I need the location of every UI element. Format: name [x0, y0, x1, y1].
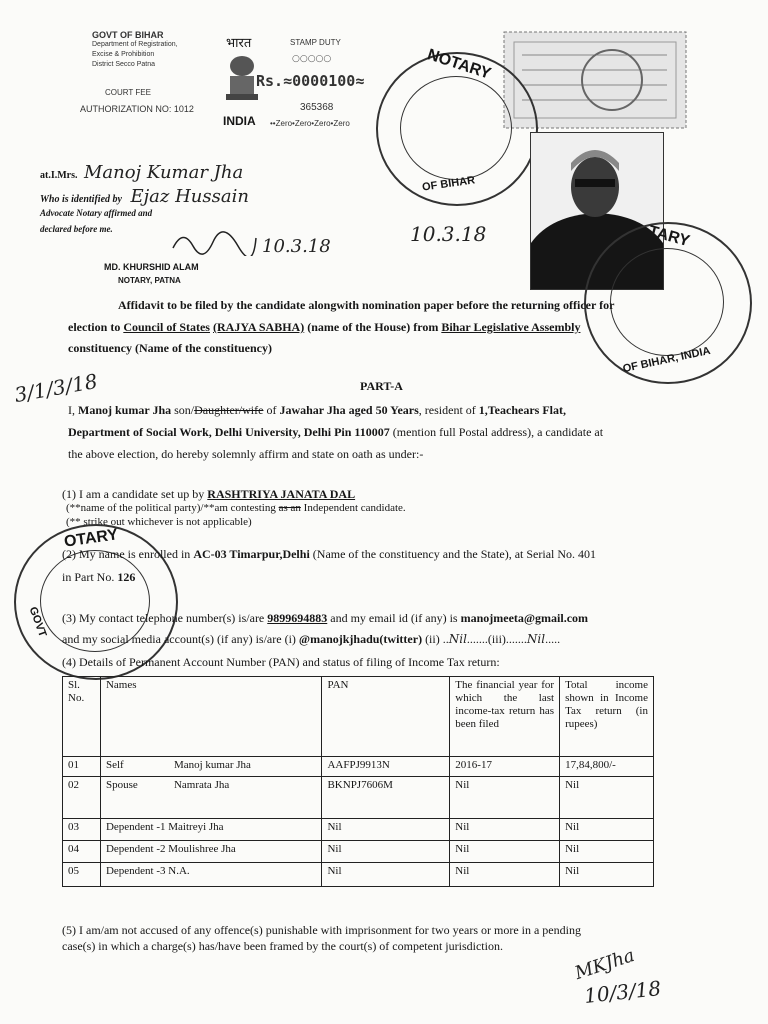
item1-line-2 — [66, 502, 406, 514]
authorization-no: AUTHORIZATION NO: 1012 — [80, 104, 194, 114]
row-sl: 01 — [63, 757, 101, 777]
decl-e: (mention full Postal address), a candidate at — [389, 425, 604, 439]
decl-b: son/ — [171, 403, 195, 417]
table-row — [63, 841, 654, 863]
item1-l2-strike: as an — [278, 502, 301, 514]
item2-suffix: (Name of the constituency and the State), at Serial No. 401 — [309, 547, 597, 561]
social-ii-nil: Nil — [448, 632, 467, 646]
footer-date: 10/3/18 — [582, 976, 663, 1008]
notary-name: MD. KHURSHID ALAM — [104, 262, 199, 272]
item1-l2b: Independent candidate. — [300, 502, 406, 514]
item3-mid: and my email id (if any) is — [327, 611, 461, 625]
intro-prefix: election to — [68, 320, 124, 334]
item1-prefix: (1) I am a candidate set up by — [62, 487, 208, 501]
notary-seal-right-word: TARY — [646, 222, 692, 251]
row-fy: 2016-17 — [450, 757, 560, 777]
notary-seal-top-bottom: OF BIHAR — [421, 174, 476, 194]
row-fy: Nil — [450, 863, 560, 887]
row-person: Maitreyi Jha — [168, 821, 224, 833]
stamp-circles: ○○○○○ — [292, 54, 332, 64]
row-pan: AAFPJ9913N — [322, 757, 450, 777]
table-header-row — [63, 677, 654, 757]
header-financial-year: The financial year for which the last income-tax return has been filed — [450, 677, 560, 757]
social-iii-nil: Nil — [526, 632, 546, 646]
row-pan: Nil — [322, 863, 450, 887]
court-fee-label: COURT FEE — [105, 88, 151, 97]
row-relation: Dependent -1 — [105, 821, 166, 833]
notary-sign-date-2: 10.3.18 — [410, 222, 487, 246]
stamp-dept-1: Department of Registration, — [92, 41, 178, 48]
intro-line-2 — [68, 319, 580, 336]
item3-prefix: (3) My contact telephone number(s) is/are — [62, 611, 268, 625]
decl-a: I, — [68, 403, 78, 417]
header-pan: PAN — [322, 677, 450, 757]
table-row — [63, 777, 654, 819]
table-row — [63, 757, 654, 777]
decl-d: , resident of — [418, 403, 479, 417]
stamp-govt-block — [92, 30, 212, 70]
row-pan: BKNPJ7606M — [322, 777, 450, 819]
row-person: Moulishree Jha — [168, 843, 236, 855]
row-pan: Nil — [322, 819, 450, 841]
row-income: Nil — [560, 777, 654, 819]
item3-l2b: (ii) .. — [422, 632, 449, 646]
row-sl: 05 — [63, 863, 101, 887]
row-relation: Dependent -2 — [105, 843, 166, 855]
notary-title: NOTARY, PATNA — [118, 276, 181, 285]
notary-seal-right-bottom: OF BIHAR, INDIA — [621, 344, 712, 376]
item1-l2a: (**name of the political party)/**am contesting — [66, 502, 279, 514]
stamp-govt: GOVT OF BIHAR — [92, 30, 164, 40]
stamp-india: INDIA — [223, 114, 256, 128]
item4-line: (4) Details of Permanent Account Number (PAN) and status of filing of Income Tax return: — [62, 655, 500, 669]
decl-c: of — [263, 403, 280, 417]
bihar-assembly: Bihar Legislative Assembly — [441, 320, 581, 334]
stamp-dept-3: District Secco Patna — [92, 61, 156, 68]
notary-seal-left-word: OTARY — [63, 526, 120, 551]
row-income: Nil — [560, 841, 654, 863]
row-income: Nil — [560, 863, 654, 887]
row-person: Namrata Jha — [173, 779, 230, 791]
email-id: manojmeeta@gmail.com — [460, 611, 589, 625]
enrolled-constituency: AC-03 Timarpur,Delhi — [193, 547, 310, 561]
row-fy: Nil — [450, 777, 560, 819]
notary-signature — [168, 226, 258, 256]
address-2: Department of Social Work, Delhi University, Delhi Pin 110007 — [68, 425, 390, 439]
row-sl: 03 — [63, 819, 101, 841]
identification-line-3: Advocate Notary affirmed and — [40, 208, 153, 218]
intro-line-1: Affidavit to be filed by the candidate alongwith nomination paper before the returning officer for — [118, 298, 615, 312]
identification-prefix-1: at.I.Mrs. — [40, 170, 78, 181]
stamp-zero-row: ••Zero•Zero•Zero•Zero — [270, 119, 350, 128]
item2-line-2 — [62, 569, 135, 586]
table-row — [63, 863, 654, 887]
item3-l2d: ..... — [545, 632, 561, 646]
pan-table — [62, 676, 654, 887]
header-sl: Sl. No. — [63, 677, 101, 757]
row-fy: Nil — [450, 841, 560, 863]
row-name — [100, 777, 322, 819]
father-name: Jawahar Jha aged 50 Years — [279, 403, 419, 417]
identification-prefix-2: Who is identified by — [40, 194, 122, 205]
council-of-states: Council of States — [123, 320, 210, 334]
identification-line-2 — [40, 186, 249, 207]
item2-line-1 — [62, 546, 596, 563]
item2-l2a: in Part No. — [62, 570, 118, 584]
header-names: Names — [100, 677, 322, 757]
party-name: RASHTRIYA JANATA DAL — [207, 487, 356, 501]
item3-l2a: and my social media account(s) (if any) is/are (i) — [62, 632, 299, 646]
footer-initials: MKJha — [572, 945, 638, 984]
part-title: PART-A — [360, 379, 403, 393]
identification-line-1 — [40, 162, 243, 183]
row-person: Manoj kumar Jha — [173, 759, 251, 771]
item2-prefix: (2) My name is enrolled in — [62, 547, 194, 561]
item5-line-2: case(s) in which a charge(s) has/have been framed by the court(s) of competent jurisdiction. — [62, 939, 503, 953]
notary-seal-top-word: NOTARY — [425, 46, 493, 83]
item5-line-1: (5) I am/am not accused of any offence(s) punishable with imprisonment for two years or more in a pending — [62, 923, 581, 937]
notary-seal-top-inner — [400, 76, 512, 180]
stamp-serial: 365368 — [300, 102, 334, 113]
row-sl: 04 — [63, 841, 101, 863]
address-1: 1,Teachears Flat, — [478, 403, 566, 417]
item3-line-2 — [62, 631, 560, 648]
row-relation: Dependent -3 — [105, 865, 166, 877]
identification-line-4: declared before me. — [40, 224, 113, 234]
item1-line-1 — [62, 486, 355, 503]
row-name — [100, 757, 322, 777]
row-sl: 02 — [63, 777, 101, 819]
row-income: Nil — [560, 819, 654, 841]
margin-note: 3/1/3/18 — [12, 368, 100, 408]
notary-sign-date-1: 10.3.18 — [262, 236, 331, 257]
notary-seal-top — [376, 46, 538, 206]
stamp-dept-2: Excise & Prohibition — [92, 51, 155, 58]
rajya-sabha: (RAJYA SABHA) — [212, 320, 305, 334]
row-person: N.A. — [168, 865, 190, 877]
header-total-income: Total income shown in Income Tax return (in rupees) — [560, 677, 654, 757]
row-fy: Nil — [450, 819, 560, 841]
identification-hand-identifier: Ejaz Hussain — [130, 186, 249, 207]
table-row — [63, 819, 654, 841]
decl-strike: Daughter/wife — [194, 403, 264, 417]
candidate-name: Manoj kumar Jha — [78, 403, 172, 417]
item3-line-1 — [62, 610, 588, 627]
declaration-line-2 — [68, 424, 603, 441]
declaration-line-3: the above election, do hereby solemnly affirm and state on oath as under:- — [68, 447, 424, 461]
item1-line-3: (** strike out whichever is not applicable) — [66, 516, 252, 528]
intro-mid: (name of the House) from — [304, 320, 442, 334]
twitter-handle: @manojkjhadu(twitter) — [298, 632, 423, 646]
stamp-bharat: भारत — [226, 36, 252, 51]
part-no: 126 — [117, 570, 136, 584]
declaration-line-1 — [68, 402, 566, 419]
row-name — [100, 841, 322, 863]
row-income: 17,84,800/- — [560, 757, 654, 777]
row-relation: Self — [105, 759, 124, 771]
intro-line-3: constituency (Name of the constituency) — [68, 341, 272, 355]
identification-hand-name: Manoj Kumar Jha — [84, 162, 244, 183]
stamp-amount: Rs.≈0000100≈ — [256, 72, 365, 90]
stamp-duty-label: STAMP DUTY — [290, 38, 341, 47]
phone-number: 9899694883 — [267, 611, 328, 625]
row-name — [100, 819, 322, 841]
row-pan: Nil — [322, 841, 450, 863]
row-name — [100, 863, 322, 887]
notary-seal-left-bottom: GOVT — [26, 605, 49, 639]
row-relation: Spouse — [105, 779, 138, 791]
item3-l2c: .......(iii)....... — [466, 632, 527, 646]
notary-seal-right-inner — [610, 248, 724, 356]
